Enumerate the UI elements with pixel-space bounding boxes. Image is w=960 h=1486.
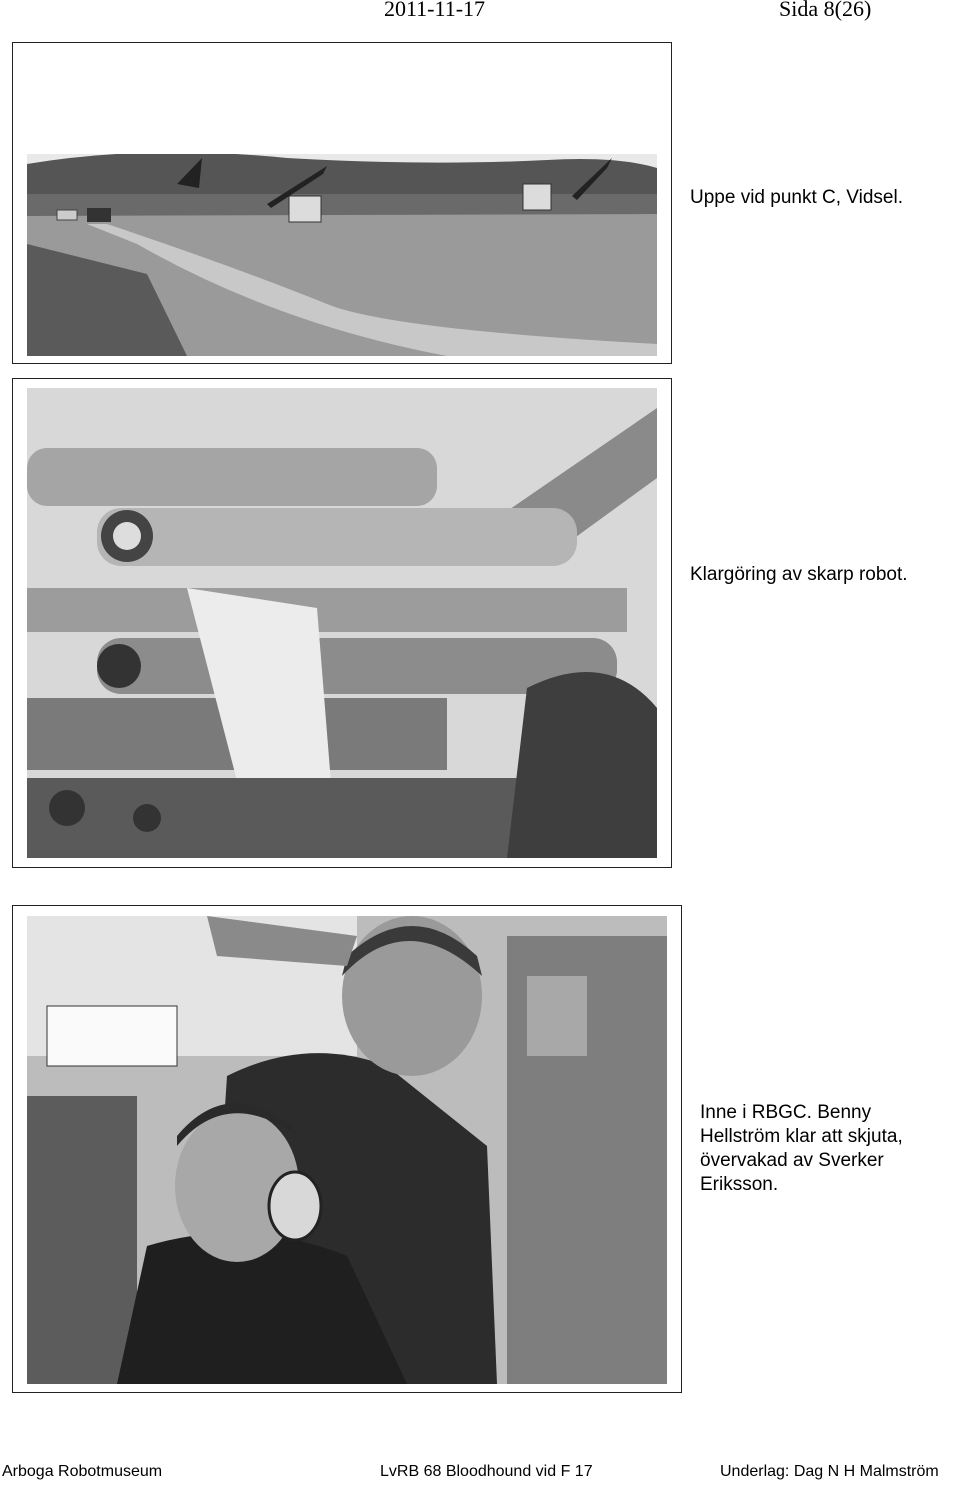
caption-photo-3: Inne i RBGC. Benny Hellström klar att skjuta, övervakad av Sverker Eriksson.	[700, 1102, 903, 1195]
photo-missile-preparation	[27, 388, 657, 858]
footer-title: LvRB 68 Bloodhound vid F 17	[380, 1463, 593, 1480]
footer-museum: Arboga Robotmuseum	[2, 1463, 163, 1480]
header-page-number: Sida 8(26)	[779, 0, 872, 21]
header-date: 2011-11-17	[384, 0, 486, 21]
caption-photo-1: Uppe vid punkt C, Vidsel.	[690, 187, 903, 208]
photo-launch-site-vidsel	[27, 154, 657, 356]
footer-source: Underlag: Dag N H Malmström	[720, 1463, 939, 1480]
caption-photo-2: Klargöring av skarp robot.	[690, 564, 908, 585]
photo-inside-rbgc	[27, 916, 667, 1384]
